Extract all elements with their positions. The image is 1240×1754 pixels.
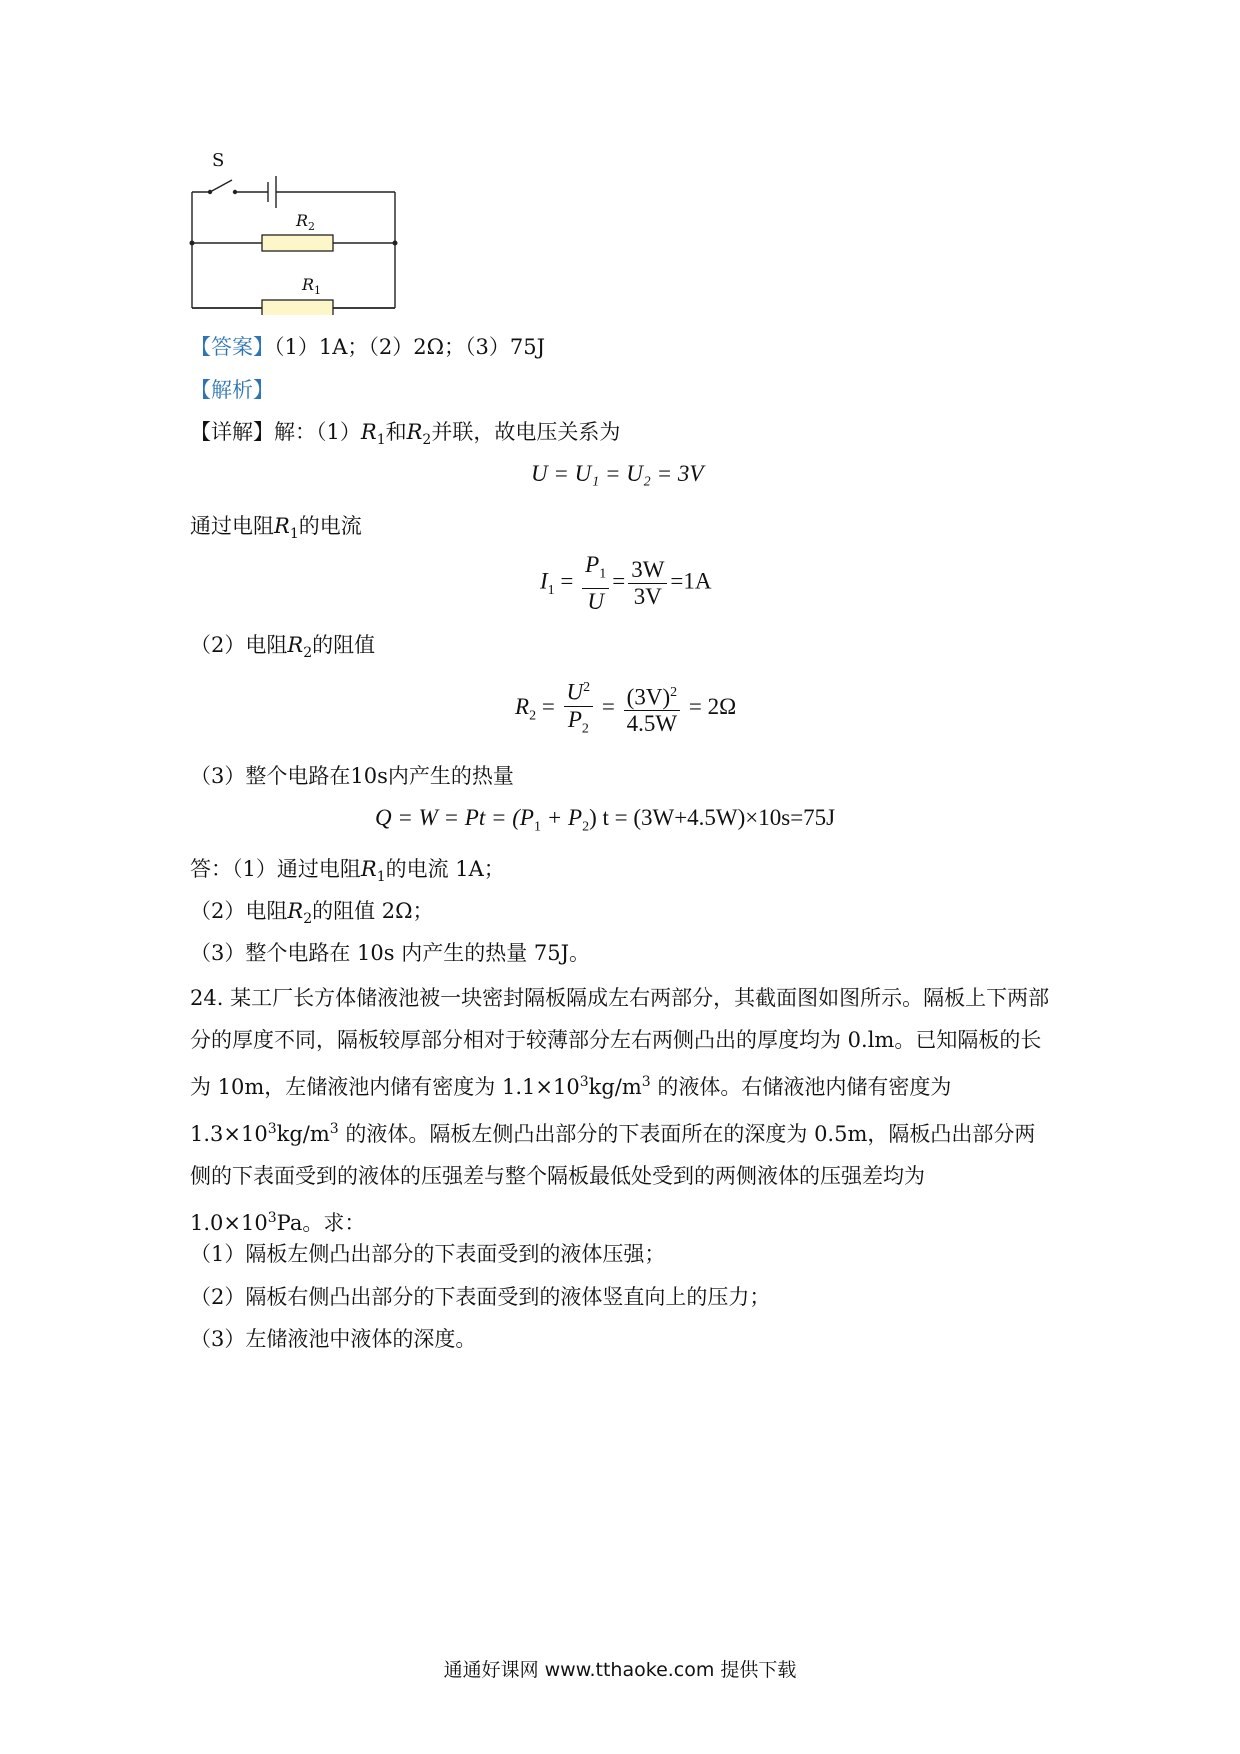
resistor-r1 <box>262 300 333 315</box>
r1-label: $R_1$ <box>302 275 322 298</box>
answer-tag: 【答案】 <box>190 335 274 359</box>
r2-label: $R_2$ <box>296 211 316 234</box>
switch-label: S <box>212 150 225 171</box>
question-1: （1）隔板左侧凸出部分的下表面受到的液体压强； <box>190 1242 666 1266</box>
question-3: （3）左储液池中液体的深度。 <box>190 1327 477 1351</box>
resistor-r2 <box>262 235 333 251</box>
problem-24-text: 24. 某工厂长方体储液池被一块密封隔板隔成左右两部分，其截面图如图所示。隔板上下两部分的厚度不同，隔板较厚部分相对于较薄部分左右两侧凸出的厚度均为 0.lm。已知隔板的长为 10m，左储液池内储有密度为 $1.1\times 10^3kg/m^3$ 的液体。右储液池内储有密度为 $1.3\times 10^3kg/m^3$ 的液体。隔板左侧凸出部分的下表面所在的深度为 0.5m，隔板凸出部分两侧的下表面受到的液体的压强差与整个隔板最低处受到的两侧液体的压强差均为 $1.0\times 10^3Pa$。求： <box>190 986 1050 1235</box>
summary-line-3: （3）整个电路在 10s 内产生的热量 75J。 <box>190 941 591 965</box>
r2-value-line: （2）电阻$R_2$的阻值 <box>190 633 376 662</box>
equation-heat: $Q = W = Pt = (P_1 + P_2) t = (3W+4.5W)\times 10s=75J$ <box>375 805 836 835</box>
question-2: （2）隔板右侧凸出部分的下表面受到的液体竖直向上的压力； <box>190 1285 771 1309</box>
heat-line: （3）整个电路在10s内产生的热量 <box>190 764 514 788</box>
equation-current: $I_1$ = $\frac{P_1}{U}$ = $\frac{3W}{3V}$ =1A <box>540 552 712 614</box>
summary-line-1: 答：（1）通过电阻$R_1$的电流 1A； <box>190 857 505 886</box>
answer-line: 【答案】（1）1A；（2）2Ω；（3）75J <box>190 335 546 359</box>
fraction-3v2-4.5w: $\frac{(3V)^2}{4.5W}$ <box>624 680 680 738</box>
analysis-tag: 【解析】 <box>190 378 274 402</box>
page-footer: 通通好课网 www.tthaoke.com 提供下载 <box>443 1659 797 1681</box>
current-line: 通过电阻$R_1$的电流 <box>190 514 362 543</box>
equation-voltage: U = U₁ = U₂ = 3V <box>531 461 704 486</box>
summary-line-2: （2）电阻$R_2$的阻值 2Ω； <box>190 899 434 928</box>
fraction-u2-p2: $\frac{U^2}{P_2}$ <box>564 675 594 742</box>
equation-resistance: $R_2$ = $\frac{U^2}{P_2}$ = $\frac{(3V)^2}{4.5W}$ = 2Ω <box>515 675 736 742</box>
detail-line: 【详解】解：$(1)R_1$和$R_2$并联，故电压关系为 <box>190 420 621 449</box>
fraction-p1-u: $\frac{P_1}{U}$ <box>582 552 609 615</box>
analysis-line <box>190 376 274 404</box>
fraction-3w-3v: $\frac{3W}{3V}$ <box>628 557 667 610</box>
